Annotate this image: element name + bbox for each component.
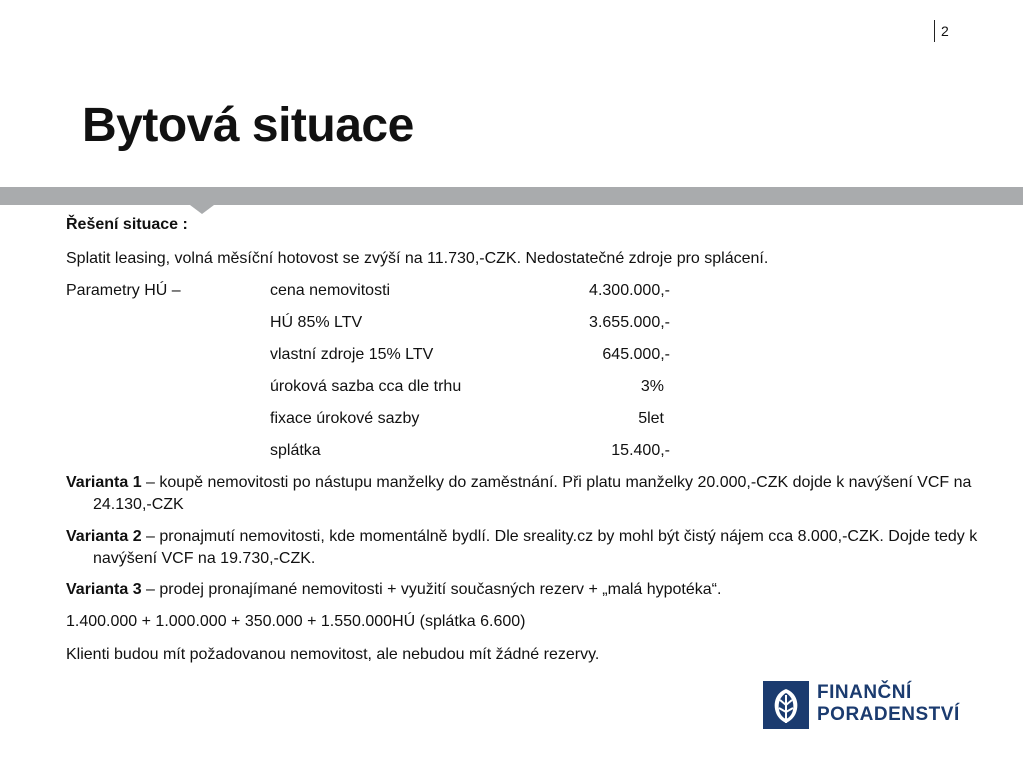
param-value: 4.300.000,- [589, 282, 670, 299]
text-line: 1.400.000 + 1.000.000 + 350.000 + 1.550.000HÚ (splátka 6.600) [66, 613, 526, 630]
param-name: cena nemovitosti [270, 282, 391, 299]
section-heading: Řešení situace : [66, 216, 188, 233]
variant-label: Varianta 1 [66, 474, 142, 491]
param-row [66, 408, 706, 430]
param-value: 3.655.000,- [589, 314, 670, 331]
param-row [66, 280, 706, 302]
param-row [66, 312, 706, 334]
param-row [66, 344, 706, 366]
variant-text: – prodej pronajímané nemovitosti + využití současných rezerv + „malá hypotéka“. [141, 581, 722, 598]
variant-label: Varianta 2 [66, 528, 142, 545]
param-value: 645.000,- [602, 346, 670, 363]
title-divider [0, 187, 1023, 215]
variant-2 [66, 526, 1023, 570]
variant-text: – koupě nemovitosti po nástupu manželky do zaměstnání. Při platu manželky 20.000,-CZK dojde k navýšení VCF na 24.130,-CZK [93, 474, 972, 513]
param-row [66, 376, 706, 398]
variant-text: – pronajmutí nemovitosti, kde momentálně bydlí. Dle sreality.cz by mohl být čistý nájem cca 8.000,-CZK. Dojde tedy k navýšení VCF na 19.730,-CZK. [93, 528, 978, 567]
param-value: 5let [638, 410, 664, 427]
page-number: 2 [934, 20, 949, 42]
param-value: 15.400,- [611, 442, 670, 459]
logo-line: FINANČNÍ [817, 682, 912, 703]
param-name: splátka [270, 442, 321, 459]
param-name: vlastní zdroje 15% LTV [270, 346, 434, 363]
variant-1 [66, 472, 1023, 516]
text-line: Klienti budou mít požadovanou nemovitost, ale nebudou mít žádné rezervy. [66, 646, 600, 663]
param-name: úroková sazba cca dle trhu [270, 378, 462, 395]
slide-title: Bytová situace [82, 99, 414, 152]
param-value: 3% [640, 378, 664, 395]
company-logo [763, 681, 983, 729]
variant-label: Varianta 3 [66, 581, 142, 598]
param-row [66, 440, 706, 462]
text-line: Splatit leasing, volná měsíční hotovost se zvýší na 11.730,-CZK. Nedostatečné zdroje pro splácení. [66, 250, 769, 267]
logo-line: PORADENSTVÍ [817, 704, 960, 725]
param-name: fixace úrokové sazby [270, 410, 420, 427]
variant-3 [66, 579, 1023, 601]
param-name: HÚ 85% LTV [270, 314, 363, 331]
params-label: Parametry HÚ – [66, 282, 181, 299]
logo-text [817, 682, 960, 726]
linden-leaf-icon [763, 681, 809, 729]
